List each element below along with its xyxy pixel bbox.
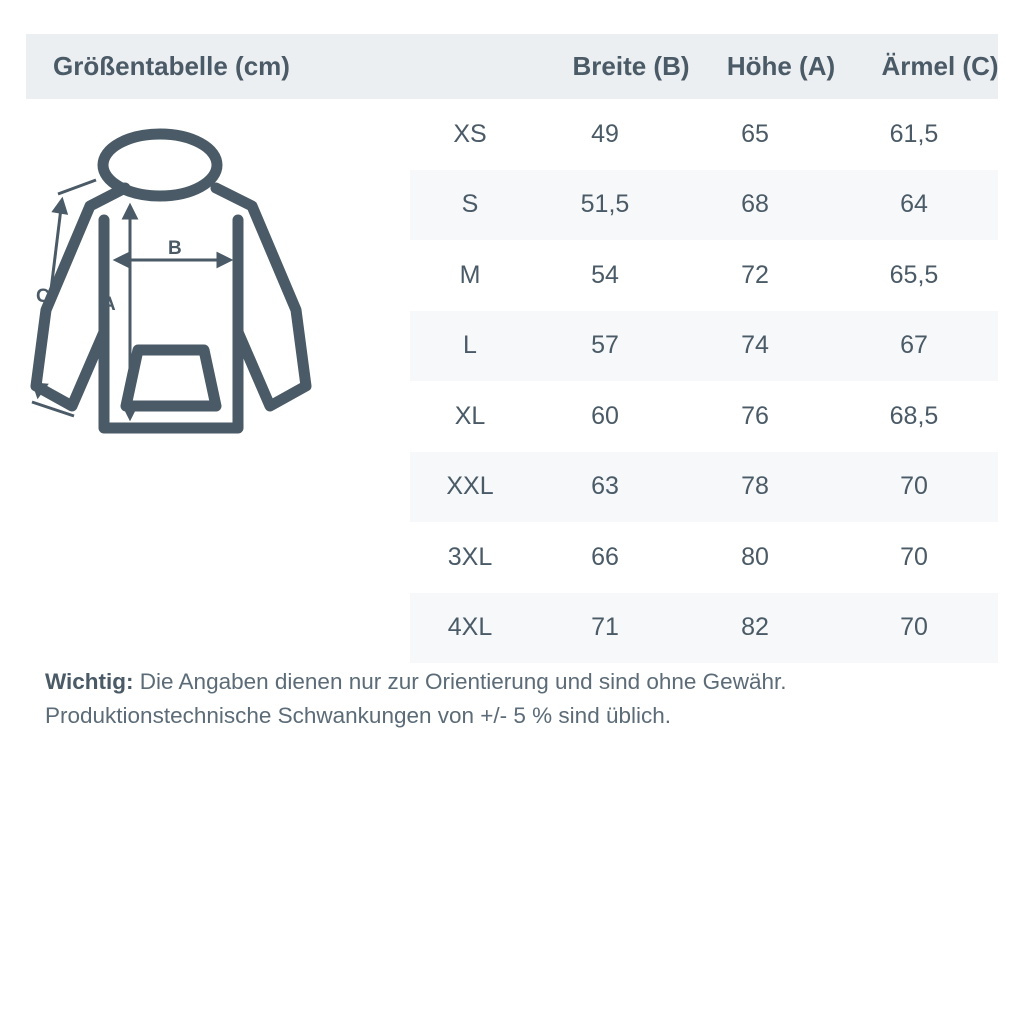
cell-size: 4XL	[447, 613, 493, 642]
cell-size: XXL	[446, 472, 494, 501]
table-row	[410, 311, 998, 382]
column-header-width: Breite (B)	[572, 51, 690, 81]
column-headers	[436, 34, 1024, 99]
cell-sleeve: 70	[900, 542, 928, 571]
cell-height: 72	[741, 260, 769, 289]
cell-sleeve: 68,5	[889, 401, 939, 430]
note-label: Wichtig:	[45, 669, 134, 694]
table-row	[410, 522, 998, 593]
cell-size: XS	[453, 119, 487, 148]
cell-sleeve: 70	[900, 613, 928, 642]
cell-height: 74	[741, 331, 769, 360]
table-row	[410, 240, 998, 311]
cell-sleeve: 65,5	[889, 260, 939, 289]
cell-size: L	[463, 331, 477, 360]
cell-sleeve: 64	[900, 190, 928, 219]
label-b: B	[168, 238, 182, 259]
table-row	[410, 99, 998, 170]
cell-width: 51,5	[580, 190, 630, 219]
cell-height: 76	[741, 401, 769, 430]
cell-height: 68	[741, 190, 769, 219]
cell-height: 82	[741, 613, 769, 642]
label-a: A	[102, 294, 116, 315]
table-row	[410, 170, 998, 241]
cell-width: 49	[591, 119, 619, 148]
cell-sleeve: 61,5	[889, 119, 939, 148]
cell-sleeve: 67	[900, 331, 928, 360]
table-header	[26, 34, 998, 99]
table-row	[410, 452, 998, 523]
cell-size: S	[461, 190, 479, 219]
cell-width: 57	[591, 331, 619, 360]
cell-width: 71	[591, 613, 619, 642]
cell-width: 66	[591, 542, 619, 571]
size-table	[410, 99, 998, 663]
cell-height: 80	[741, 542, 769, 571]
cell-height: 78	[741, 472, 769, 501]
cell-size: M	[459, 260, 481, 289]
cell-size: 3XL	[447, 542, 493, 571]
disclaimer-note	[45, 665, 995, 733]
page-title: Größentabelle (cm)	[53, 51, 290, 81]
cell-width: 54	[591, 260, 619, 289]
label-c: C	[36, 286, 50, 307]
cell-height: 65	[741, 119, 769, 148]
note-line-1: Die Angaben dienen nur zur Orientierung und sind ohne Gewähr.	[133, 669, 787, 694]
note-line-2: Produktionstechnische Schwankungen von +/- 5 % sind üblich.	[45, 703, 672, 728]
column-header-sleeve: Ärmel (C)	[881, 51, 999, 81]
cell-width: 60	[591, 401, 619, 430]
cell-sleeve: 70	[900, 472, 928, 501]
table-row	[410, 381, 998, 452]
column-header-height: Höhe (A)	[726, 51, 836, 81]
cell-width: 63	[591, 472, 619, 501]
hoodie-diagram-icon	[30, 110, 410, 460]
cell-size: XL	[454, 401, 486, 430]
table-row	[410, 593, 998, 664]
hoodie-illustration	[30, 110, 410, 460]
